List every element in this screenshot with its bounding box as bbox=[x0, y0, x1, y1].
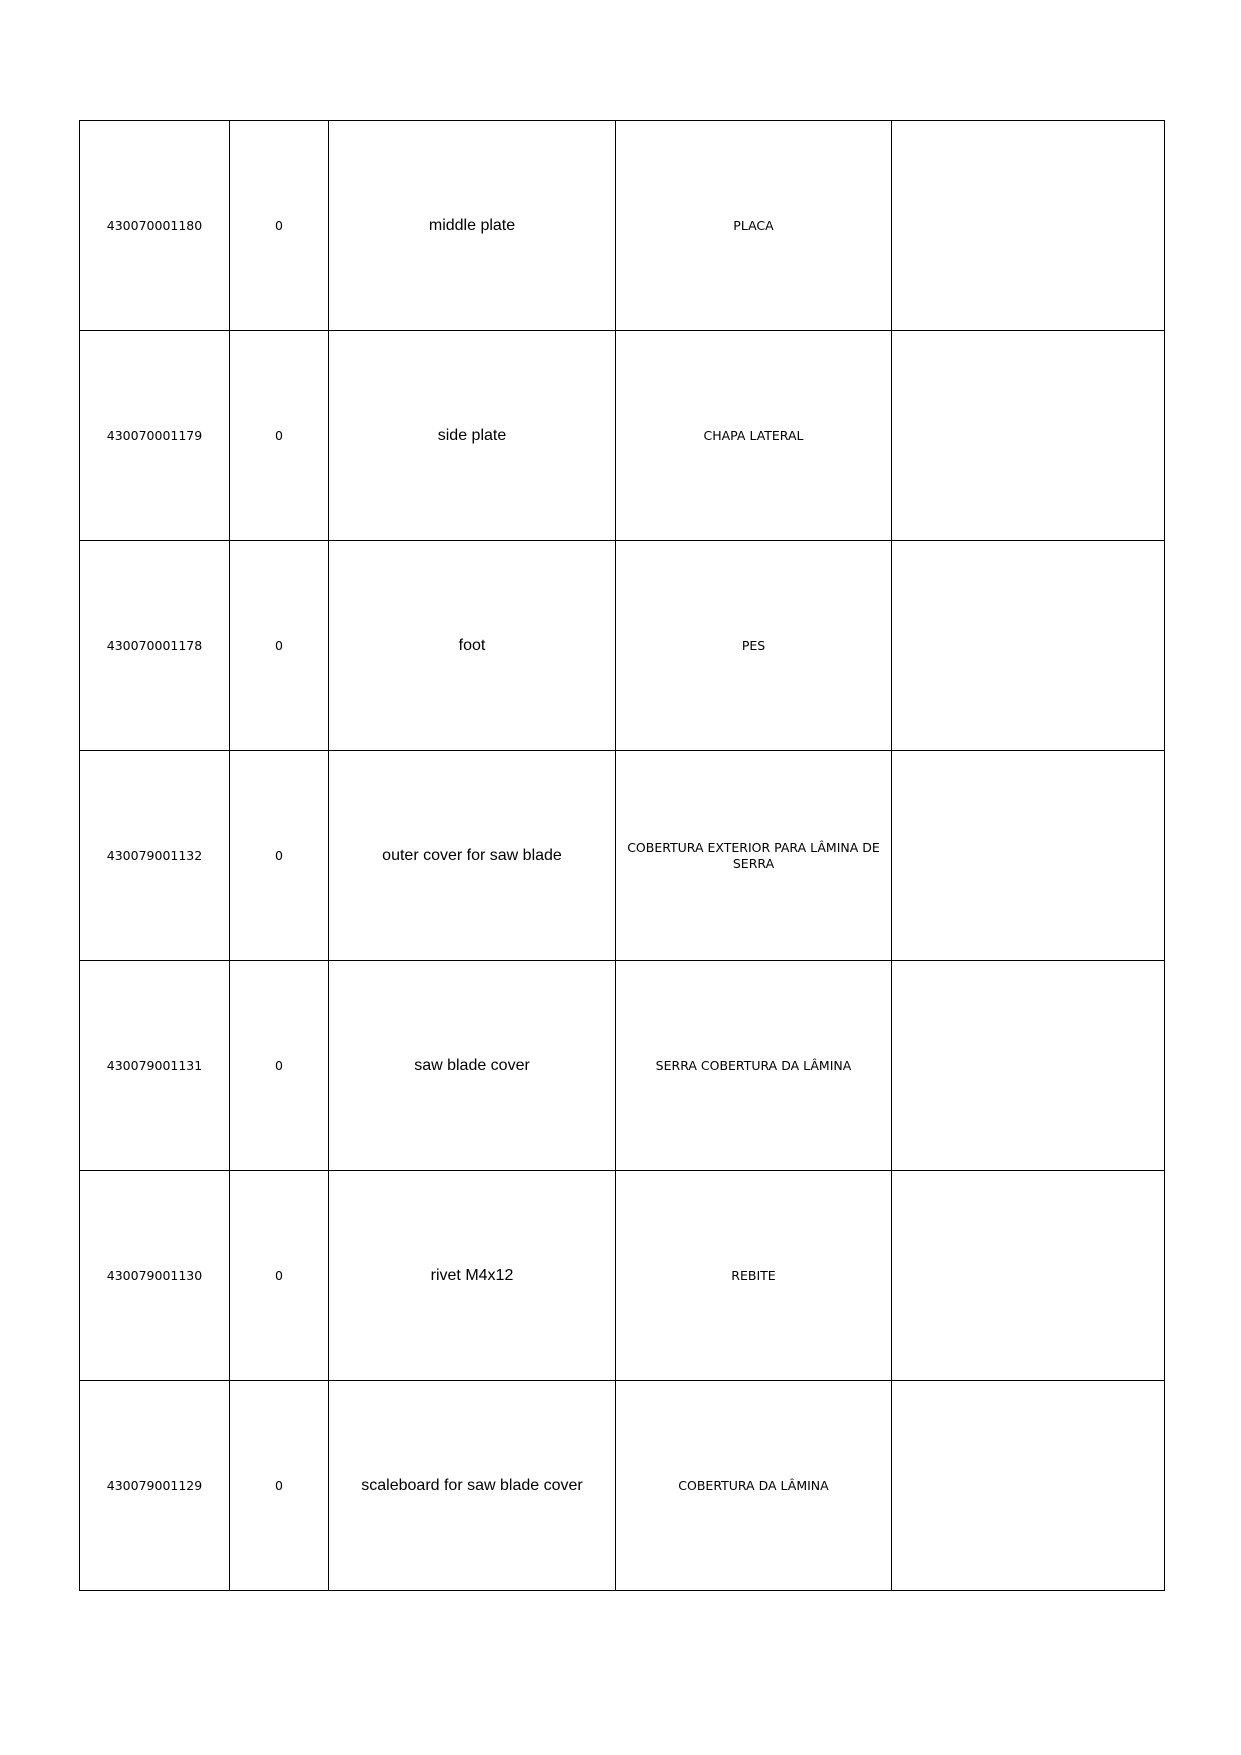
english-name-cell: middle plate bbox=[329, 121, 616, 331]
part-code-cell: 430079001132 bbox=[80, 751, 230, 961]
notes-cell bbox=[892, 1171, 1165, 1381]
portuguese-name-cell: COBERTURA DA LÂMINA bbox=[616, 1381, 892, 1591]
notes-cell bbox=[892, 751, 1165, 961]
notes-cell bbox=[892, 1381, 1165, 1591]
portuguese-name-cell: SERRA COBERTURA DA LÂMINA bbox=[616, 961, 892, 1171]
quantity-cell: 0 bbox=[230, 331, 329, 541]
english-name-cell: saw blade cover bbox=[329, 961, 616, 1171]
part-code-cell: 430070001179 bbox=[80, 331, 230, 541]
table-row bbox=[80, 751, 1165, 961]
english-name-cell: outer cover for saw blade bbox=[329, 751, 616, 961]
english-name-cell: scaleboard for saw blade cover bbox=[329, 1381, 616, 1591]
quantity-cell: 0 bbox=[230, 751, 329, 961]
portuguese-name-cell: PLACA bbox=[616, 121, 892, 331]
part-code-cell: 430079001131 bbox=[80, 961, 230, 1171]
part-code-cell: 430070001180 bbox=[80, 121, 230, 331]
parts-table bbox=[79, 120, 1165, 1591]
part-code-cell: 430070001178 bbox=[80, 541, 230, 751]
notes-cell bbox=[892, 331, 1165, 541]
table-row bbox=[80, 961, 1165, 1171]
english-name-cell: rivet M4x12 bbox=[329, 1171, 616, 1381]
quantity-cell: 0 bbox=[230, 541, 329, 751]
notes-cell bbox=[892, 541, 1165, 751]
portuguese-name-cell: PES bbox=[616, 541, 892, 751]
table-row bbox=[80, 331, 1165, 541]
english-name-cell: foot bbox=[329, 541, 616, 751]
table-row bbox=[80, 541, 1165, 751]
quantity-cell: 0 bbox=[230, 961, 329, 1171]
quantity-cell: 0 bbox=[230, 1381, 329, 1591]
quantity-cell: 0 bbox=[230, 1171, 329, 1381]
quantity-cell: 0 bbox=[230, 121, 329, 331]
notes-cell bbox=[892, 961, 1165, 1171]
portuguese-name-cell: COBERTURA EXTERIOR PARA LÂMINA DE SERRA bbox=[616, 751, 892, 961]
portuguese-name-cell: REBITE bbox=[616, 1171, 892, 1381]
portuguese-name-cell: CHAPA LATERAL bbox=[616, 331, 892, 541]
table-row bbox=[80, 1381, 1165, 1591]
part-code-cell: 430079001129 bbox=[80, 1381, 230, 1591]
table-row bbox=[80, 1171, 1165, 1381]
english-name-cell: side plate bbox=[329, 331, 616, 541]
notes-cell bbox=[892, 121, 1165, 331]
table-row bbox=[80, 121, 1165, 331]
parts-table-body bbox=[80, 121, 1165, 1591]
part-code-cell: 430079001130 bbox=[80, 1171, 230, 1381]
